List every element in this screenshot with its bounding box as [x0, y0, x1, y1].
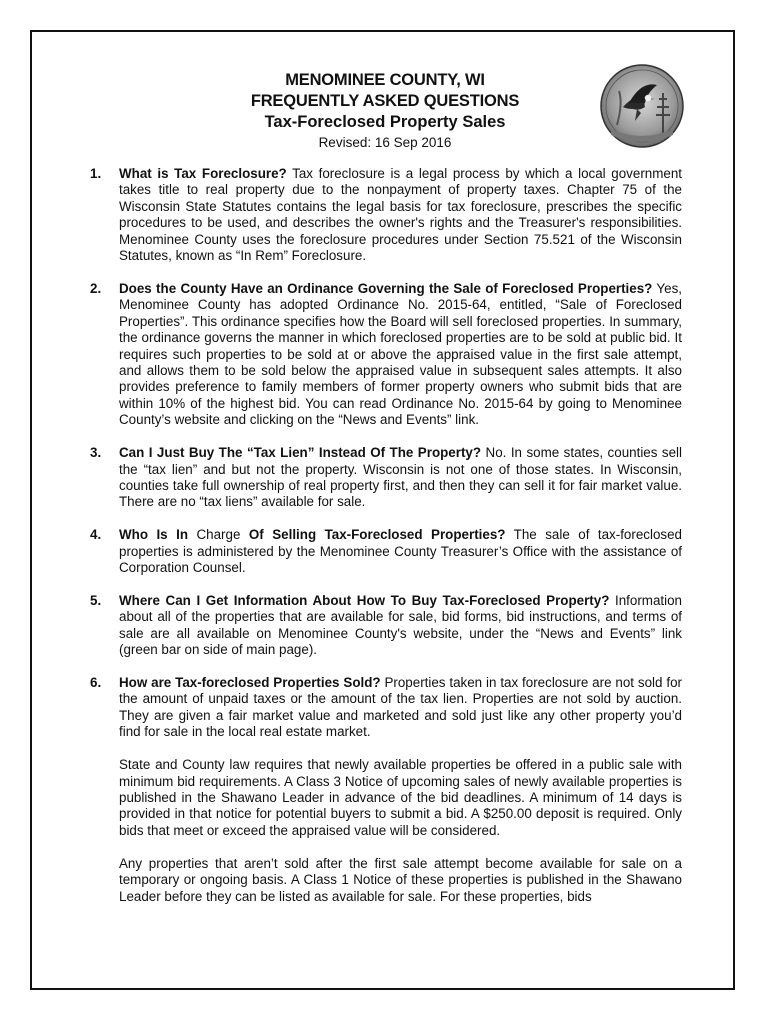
question: Where Can I Get Information About How To Buy Tax-Foreclosed Property?	[119, 592, 610, 608]
faq-item-1	[90, 166, 682, 264]
item-number: 4.	[90, 527, 102, 543]
question: What is Tax Foreclosure?	[119, 166, 287, 181]
answer-paragraph-3: Any properties that aren’t sold after the first sale attempt become available for sale on a temporary or ongoing basis. A Class 1 Notice of these properties is published in the Shawano Leader before they can be listed as available for sale. For these properties, bids	[119, 855, 682, 904]
faq-item-6	[90, 675, 682, 905]
item-number: 5.	[90, 592, 102, 608]
faq-item-2	[90, 281, 682, 429]
answer: The sale of tax-foreclosed properties is administered by the Menominee County Treasurer’s Office with the assistance of Corporation Counsel.	[119, 527, 682, 576]
faq-item-4	[90, 527, 682, 576]
answer: Tax foreclosure is a legal process by which a local government takes title to real property due to the nonpayment of property taxes. Chapter 75 of the Wisconsin State Statutes contains the legal basis for tax foreclosure, prescribes the specific procedures to be used, and describes the owner's rights and the Treasurer's responsibilities. Menominee County uses the foreclosure procedures under Section 75.521 of the Wisconsin Statutes, known as “In Rem” Foreclosure.	[119, 166, 682, 264]
item-number: 3.	[90, 445, 102, 461]
item-number: 1.	[90, 166, 102, 181]
revised-date: Revised: 16 Sep 2016	[318, 135, 452, 150]
faq-item-3	[90, 445, 682, 511]
question: Can I Just Buy The “Tax Lien” Instead Of The Property?	[119, 445, 482, 461]
eagle-seal-icon	[599, 63, 685, 149]
answer: Yes, Menominee County has adopted Ordinance No. 2015-64, entitled, “Sale of Foreclosed Properties”. This ordinance specifies how the Board will sell foreclosed properties. In summary, the ordinance governs the manner in which foreclosed properties are to be sold at public bid. It requires such properties to be sold at or above the appraised value in the first sale attempt, and allows them to be sold below the appraised value in subsequent sales attempts. It also provides preference to family members of former property owners who submit bids that are within 10% of the highest bid. You can read Ordinance No. 2015-64 by going to Menominee County’s website and clicking on the “News and Events” link.	[119, 280, 682, 428]
question: How are Tax-foreclosed Properties Sold?	[119, 675, 381, 691]
item-number: 2.	[90, 280, 102, 296]
faq-item-5	[90, 593, 682, 659]
question-middle: Charge	[188, 527, 249, 543]
answer-paragraph-2: State and County law requires that newly available properties be offered in a public sale with minimum bid requirements. A Class 3 Notice of upcoming sales of newly available properties is published in the Shawano Leader in advance of the bid deadlines. A minimum of 14 days is provided in that notice for potential buyers to submit a bid. A $250.00 deposit is required. Only bids that meet or exceed the appraised value will be considered.	[119, 757, 682, 838]
faq-body	[90, 166, 682, 921]
answer: No. In some states, counties sell the “tax lien” and but not the property. Wisconsin is not one of those states. In Wisconsin, counties take full ownership of real property first, and then they can sell it for fair market value. There are no “tax liens” available for sale.	[119, 445, 682, 510]
question-end: Of Selling Tax-Foreclosed Properties?	[248, 527, 506, 543]
question: Who Is In	[119, 527, 189, 543]
answer: Information about all of the properties that are available for sale, bid forms, bid instructions, and terms of sale are all available on Menominee County's website, under the “News and Events” link (green bar on side of main page).	[119, 592, 682, 658]
county-title: MENOMINEE COUNTY, WI	[285, 71, 485, 89]
topic-title: Tax-Foreclosed Property Sales	[264, 113, 506, 131]
item-number: 6.	[90, 675, 102, 691]
answer: Properties taken in tax foreclosure are not sold for the amount of unpaid taxes or the amount of the tax lien. Properties are not sold by auction. They are given a fair market value and marketed and sold just like any other property you’d find for sale in the local real estate market.	[119, 675, 682, 740]
faq-title: FREQUENTLY ASKED QUESTIONS	[250, 92, 520, 110]
question: Does the County Have an Ordinance Governing the Sale of Foreclosed Properties?	[119, 280, 653, 296]
